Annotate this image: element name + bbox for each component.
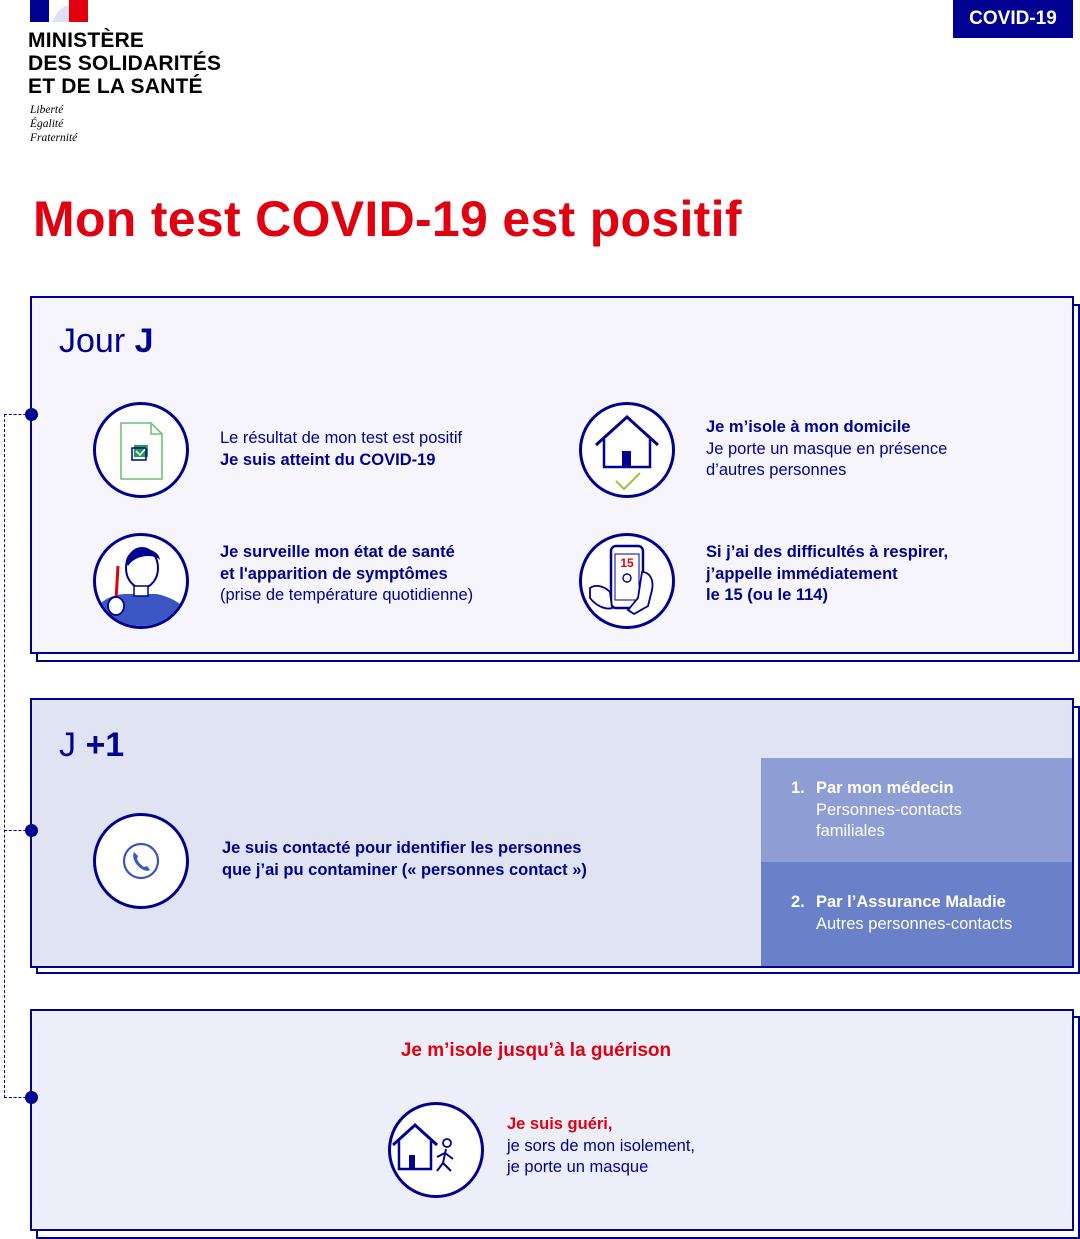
contact-panel-doctor: 1. Par mon médecin Personnes-contacts familiales <box>761 758 1072 862</box>
timeline-dot <box>25 408 38 421</box>
item-monitoring-text: Je surveille mon état de santé et l'apparition de symptômes (prise de température quotidienne) <box>220 543 474 604</box>
item-isolation-text: Je m’isole à mon domicile Je porte un masque en présence d’autres personnes <box>706 418 948 479</box>
phone-call-icon <box>93 813 189 909</box>
home-isolation-icon <box>579 402 675 498</box>
item-emergency-text: Si j’ai des difficultés à respirer, j’appelle immédiatement le 15 (ou le 114) <box>706 543 949 604</box>
republic-logo <box>30 0 88 22</box>
leaving-home-icon <box>388 1102 484 1198</box>
contact-tracing-text: Je suis contacté pour identifier les personnes que j’ai pu contaminer (« personnes contact ») <box>222 839 587 879</box>
document-check-icon <box>93 402 189 498</box>
timeline-dot <box>25 1091 38 1104</box>
thermometer-person-icon <box>93 533 189 629</box>
timeline-dot <box>25 824 38 837</box>
item-test-result-text: Le résultat de mon test est positif Je suis atteint du COVID-19 <box>220 429 463 469</box>
covid-tag: COVID-19 <box>953 0 1073 38</box>
isolation-title: Je m’isole jusqu’à la guérison <box>400 1040 672 1061</box>
day-label-j: Jour J <box>59 322 154 360</box>
timeline-line <box>4 414 5 1098</box>
svg-text:15: 15 <box>620 556 634 570</box>
phone-15-icon <box>579 533 675 629</box>
republic-motto: Liberté Égalité Fraternité <box>30 104 78 144</box>
page-title: Mon test COVID-19 est positif <box>33 191 742 247</box>
card-jour-j <box>30 296 1074 654</box>
day-label-j-plus-1: J +1 <box>59 726 125 764</box>
recovered-text: Je suis guéri, je sors de mon isolement, je porte un masque <box>507 1115 696 1176</box>
contact-panel-insurance: 2. Par l’Assurance Maladie Autres personnes-contacts <box>761 862 1072 966</box>
ministry-name: MINISTÈRE DES SOLIDARITÉS ET DE LA SANTÉ <box>28 29 222 98</box>
